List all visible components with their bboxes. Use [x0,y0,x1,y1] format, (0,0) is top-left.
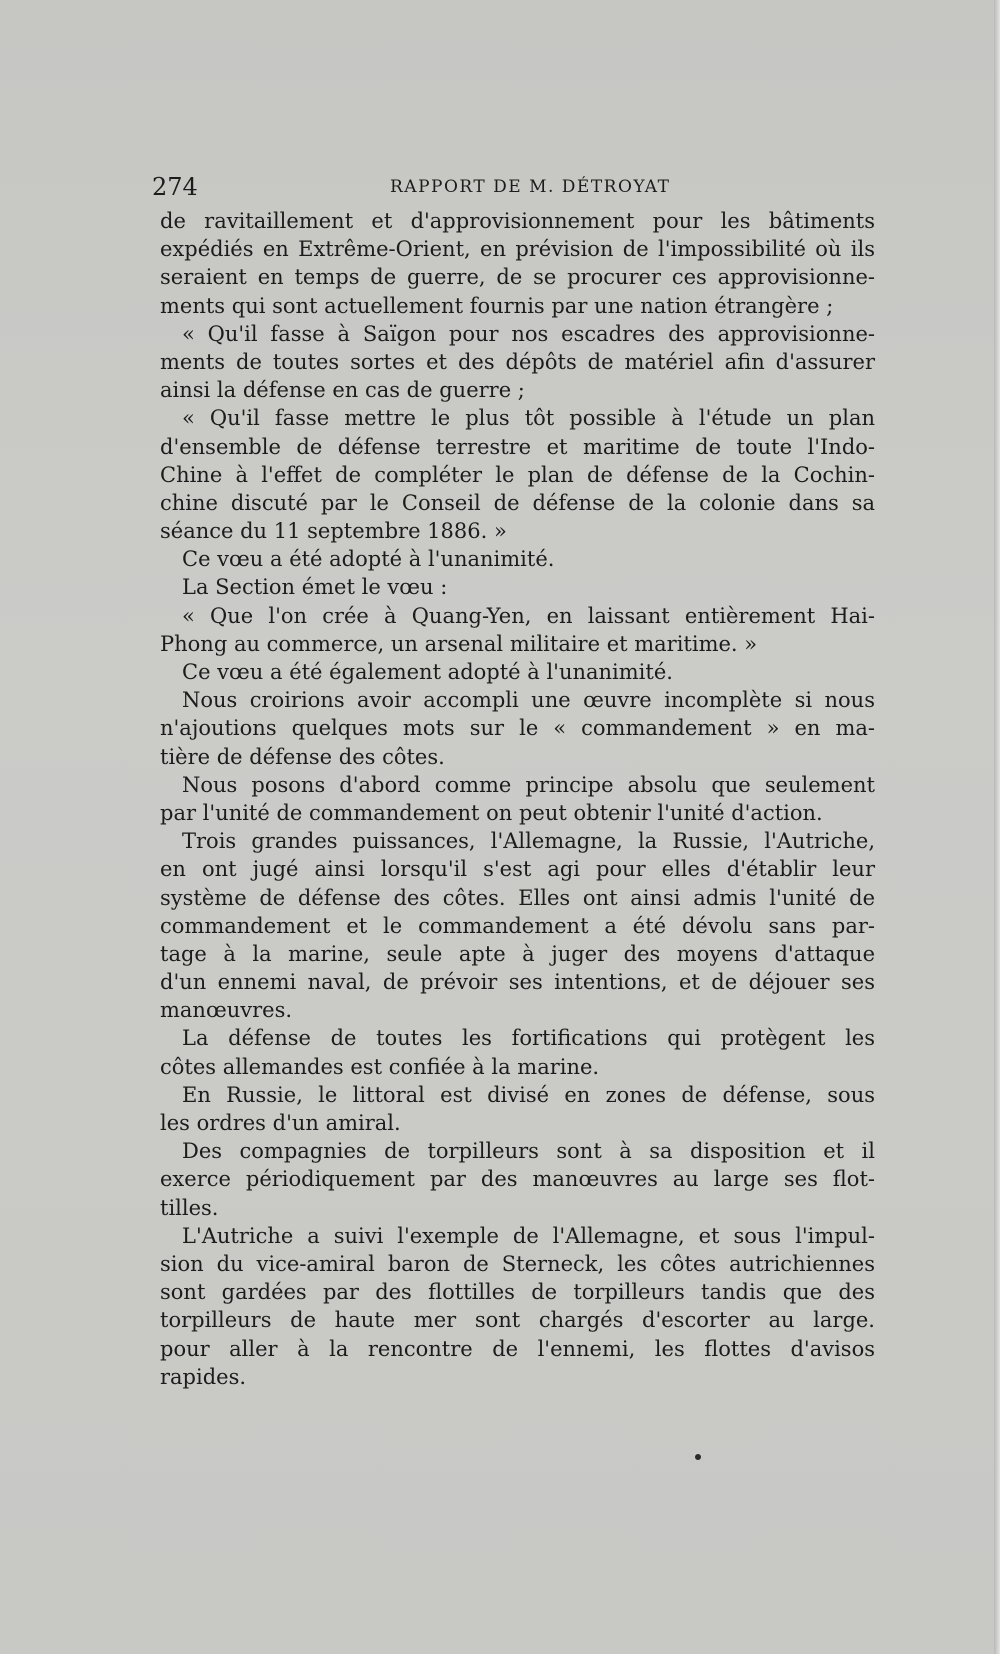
text-line: sion du vice-amiral baron de Sterneck, les côtes autrichiennes [160,1251,875,1276]
text-line: La défense de toutes les fortifications qui protègent les [182,1026,875,1051]
text-line: par l'unité de commandement on peut obtenir l'unité d'action. [160,800,823,825]
text-line: d'ensemble de défense terrestre et maritime de toute l'Indo- [160,434,875,459]
text-line: manœuvres. [160,998,293,1023]
text-line: en ont jugé ainsi lorsqu'il s'est agi pour elles d'établir leur [160,857,875,882]
text-line: Nous croirions avoir accompli une œuvre incomplète si nous [182,688,875,713]
page-number: 274 [152,173,198,201]
page-header [152,172,897,202]
text-line: sont gardées par des flottilles de torpilleurs tandis que des [160,1280,875,1305]
text-line: chine discuté par le Conseil de défense de la colonie dans sa [160,490,875,515]
text-line: rapides. [160,1364,247,1389]
text-line: tière de défense des côtes. [160,744,445,769]
text-line: ments qui sont actuellement fournis par une nation étrangère ; [160,293,834,318]
text-line: ments de toutes sortes et des dépôts de matériel afin d'assurer [160,349,875,374]
body-text [160,207,875,1391]
page-edge [994,0,1000,1654]
text-line: seraient en temps de guerre, de se procurer ces approvisionne- [160,265,875,290]
text-line: côtes allemandes est confiée à la marine. [160,1054,600,1079]
text-line: expédiés en Extrême-Orient, en prévision de l'impossibilité où ils [160,237,875,262]
text-line: d'un ennemi naval, de prévoir ses intentions, et de déjouer ses [160,970,875,995]
text-line: Phong au commerce, un arsenal militaire et maritime. » [160,631,758,656]
text-line: Ce vœu a été également adopté à l'unanimité. [182,660,673,684]
text-line: séance du 11 septembre 1886. » [160,519,507,544]
text-line: « Qu'il fasse à Saïgon pour nos escadres des approvisionne- [182,321,875,346]
text-line: L'Autriche a suivi l'exemple de l'Allemagne, et sous l'impul- [182,1223,875,1248]
text-line: n'ajoutions quelques mots sur le « commandement » en ma- [160,716,875,741]
text-line: Des compagnies de torpilleurs sont à sa disposition et il [182,1139,875,1164]
running-head: RAPPORT DE M. DÉTROYAT [390,177,671,197]
text-line: ainsi la défense en cas de guerre ; [160,378,525,403]
text-line: Chine à l'effet de compléter le plan de défense de la Cochin- [160,462,875,487]
text-line: La Section émet le vœu : [182,575,448,600]
text-line: tilles. [160,1195,219,1220]
text-line: commandement et le commandement a été dévolu sans par- [160,913,875,938]
text-line: tage à la marine, seule apte à juger des moyens d'attaque [160,941,875,966]
text-line: les ordres d'un amiral. [160,1111,401,1135]
text-line: Ce vœu a été adopté à l'unanimité. [182,547,555,572]
text-line: En Russie, le littoral est divisé en zones de défense, sous [182,1082,875,1107]
text-line: système de défense des côtes. Elles ont ainsi admis l'unité de [160,885,875,910]
text-line: « Que l'on crée à Quang-Yen, en laissant entièrement Hai- [182,603,875,628]
text-line: torpilleurs de haute mer sont chargés d'escorter au large. [160,1308,875,1333]
ink-speck [695,1454,701,1460]
text-line: Nous posons d'abord comme principe absolu que seulement [182,772,875,797]
text-line: de ravitaillement et d'approvisionnement pour les bâtiments [160,209,875,233]
text-line: « Qu'il fasse mettre le plus tôt possible à l'étude un plan [182,406,875,431]
text-line: Trois grandes puissances, l'Allemagne, la Russie, l'Autriche, [182,829,875,854]
text-line: pour aller à la rencontre de l'ennemi, les flottes d'avisos [160,1336,875,1361]
text-line: exerce périodiquement par des manœuvres au large ses flot- [160,1167,875,1192]
